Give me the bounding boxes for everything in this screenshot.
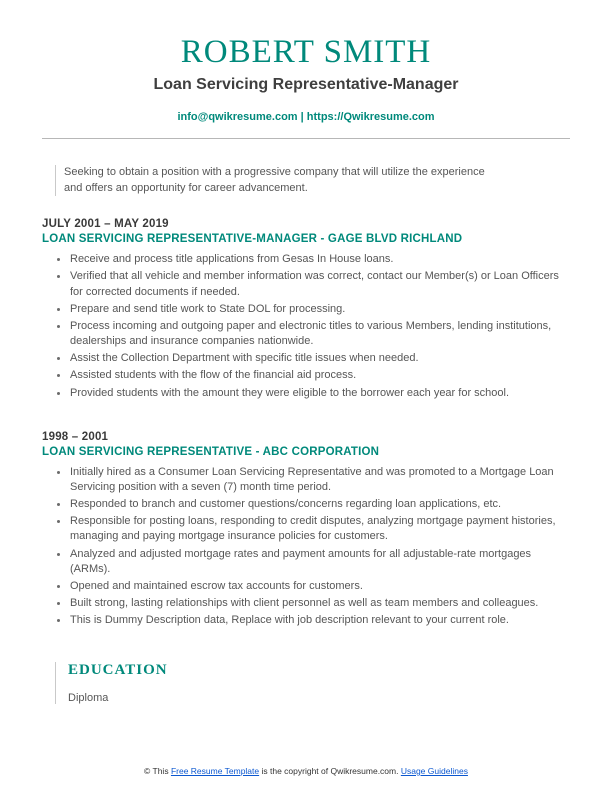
bullet-item: • Built strong, lasting relationships with client personnel as well as team members and colleagues.: [69, 596, 570, 611]
bullet-item: • Provided students with the amount they were eligible to the borrower each year for school.: [69, 386, 570, 401]
job-heading: LOAN SERVICING REPRESENTATIVE-MANAGER - GAGE BLVD RICHLAND: [42, 233, 463, 246]
page-footer: [0, 766, 612, 776]
contact-line: [42, 111, 570, 123]
email-link[interactable]: info@qwikresume.com: [177, 111, 298, 123]
bullet-item: • Responsible for posting loans, responding to credit disputes, analyzing mortgage payment histories, managing and paying mortgage insurance policies for customers.: [69, 514, 570, 544]
website-link[interactable]: https://Qwikresume.com: [306, 111, 435, 123]
bullet-item: • This is Dummy Description data, Replace with job description relevant to your current role.: [69, 613, 570, 628]
education-heading: EDUCATION: [68, 662, 168, 679]
experience-entry-1: [42, 218, 570, 401]
usage-guidelines-link[interactable]: Usage Guidelines: [400, 766, 468, 776]
footer-copyright-text: is the copyright of Qwikresume.com.: [259, 766, 401, 776]
bullet-item: • Receive and process title applications from Gesas In House loans.: [69, 252, 570, 267]
job-title-subtitle: Loan Servicing Representative-Manager: [153, 76, 459, 93]
bullet-list: [69, 465, 570, 629]
bullet-item: • Responded to branch and customer questions/concerns regarding loan applications, etc.: [69, 497, 570, 512]
contact-separator: |: [297, 111, 307, 123]
bullet-item: • Assisted students with the flow of the financial aid process.: [69, 368, 570, 383]
bullet-item: • Process incoming and outgoing paper and electronic titles to various Members, lending institutions, dealerships and insurance companies nationwide.: [69, 319, 570, 349]
bullet-item: • Assist the Collection Department with specific title issues when needed.: [69, 351, 570, 366]
footer-copyright-text: © This: [144, 766, 171, 776]
experience-entry-2: [42, 431, 570, 629]
bullet-item: • Verified that all vehicle and member information was correct, contact our Member(s) or Loan Officers for corrected documents if needed.: [69, 269, 570, 299]
free-resume-template-link[interactable]: Free Resume Template: [170, 766, 260, 776]
job-dates: JULY 2001 – MAY 2019: [42, 218, 169, 231]
bullet-item: • Prepare and send title work to State DOL for processing.: [69, 302, 570, 317]
header-divider: [42, 138, 570, 139]
education-item: Diploma: [68, 692, 109, 705]
job-dates: 1998 – 2001: [42, 430, 109, 443]
bullet-item: • Initially hired as a Consumer Loan Servicing Representative and was promoted to a Mortgage Loan Servicing position with a seven (7) month time period.: [69, 465, 570, 495]
page-title: ROBERT SMITH: [180, 34, 432, 70]
bullet-list: [69, 252, 570, 401]
bullet-item: • Opened and maintained escrow tax accounts for customers.: [69, 579, 570, 594]
resume-header: [42, 34, 570, 123]
job-heading: LOAN SERVICING REPRESENTATIVE - ABC CORPORATION: [42, 445, 380, 458]
summary-text: Seeking to obtain a position with a progressive company that will utilize the experience and offers an opportunity for career advancement.: [55, 165, 503, 196]
bullet-item: • Analyzed and adjusted mortgage rates and payment amounts for all adjustable-rate mortgages (ARMs).: [69, 547, 570, 577]
education-section: [55, 662, 570, 704]
